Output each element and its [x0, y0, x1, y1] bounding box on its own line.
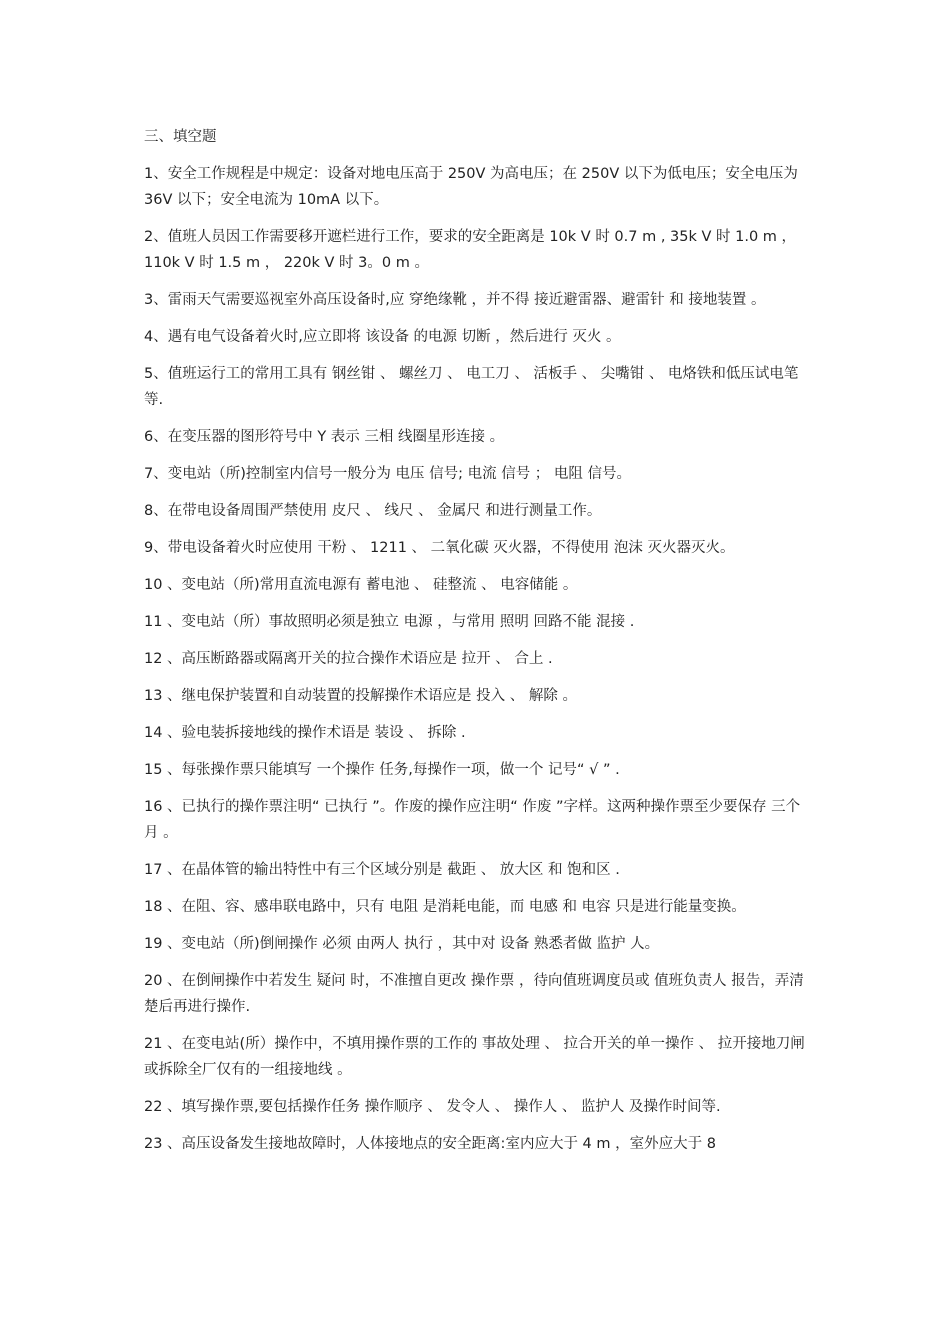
question-item-3: 3、雷雨天气需要巡视室外高压设备时,应 穿绝缘靴 ，并不得 接近避雷器、避雷针 和 接地装置 。 [144, 292, 766, 308]
question-item-2: 2、值班人员因工作需要移开遮栏进行工作，要求的安全距离是 10k V 时 0.7 m , 35k V 时 1.0 m ， 110k V 时 1.5 m ， 220k V 时 3。0 m 。 [144, 229, 797, 271]
question-item-1: 1、安全工作规程是中规定：设备对地电压高于 250V 为高电压；在 250V 以下为低电压；安全电压为 36V 以下；安全电流为 10mA 以下。 [144, 166, 798, 208]
question-item-8: 8、在带电设备周围严禁使用 皮尺 、 线尺 、 金属尺 和进行测量工作。 [144, 503, 602, 519]
document-body [144, 124, 808, 1168]
question-item-14: 14 、验电装拆接地线的操作术语是 装设 、 拆除 . [144, 725, 466, 741]
question-item-5: 5、值班运行工的常用工具有 钢丝钳 、 螺丝刀 、 电工刀 、 活板手 、 尖嘴钳 、 电烙铁和低压试电笔等. [144, 366, 799, 408]
question-item-19: 19 、变电站（所)倒闸操作 必须 由两人 执行 ，其中对 设备 熟悉者做 监护 人。 [144, 936, 660, 952]
question-item-6: 6、在变压器的图形符号中 Y 表示 三相 线圈星形连接 。 [144, 429, 505, 445]
question-item-12: 12 、高压断路器或隔离开关的拉合操作术语应是 拉开 、 合上 . [144, 651, 553, 667]
question-item-13: 13 、继电保护装置和自动装置的投解操作术语应是 投入 、 解除 。 [144, 688, 577, 704]
question-item-18: 18 、在阻、容、感串联电路中，只有 电阻 是消耗电能，而 电感 和 电容 只是进行能量变换。 [144, 899, 746, 915]
question-item-23: 23 、高压设备发生接地故障时，人体接地点的安全距离:室内应大于 4 m ，室外应大于 8 [144, 1136, 716, 1152]
question-item-17: 17 、在晶体管的输出特性中有三个区域分别是 截距 、 放大区 和 饱和区 . [144, 862, 620, 878]
question-item-10: 10 、变电站（所)常用直流电源有 蓄电池 、 硅整流 、 电容储能 。 [144, 577, 578, 593]
question-item-4: 4、遇有电气设备着火时,应立即将 该设备 的电源 切断 ，然后进行 灭火 。 [144, 329, 621, 345]
question-item-22: 22 、填写操作票,要包括操作任务 操作顺序 、 发令人 、 操作人 、 监护人 及操作时间等. [144, 1099, 721, 1115]
question-item-7: 7、变电站（所)控制室内信号一般分为 电压 信号; 电流 信号 ； 电阻 信号。 [144, 466, 632, 482]
section-title: 三、填空题 [144, 129, 217, 145]
question-item-9: 9、带电设备着火时应使用 干粉 、 1211 、 二氧化碳 灭火器，不得使用 泡沫 灭火器灭火。 [144, 540, 735, 556]
question-item-15: 15 、每张操作票只能填写 一个操作 任务,每操作一项，做一个 记号“ √ ” . [144, 762, 620, 778]
question-item-20: 20 、在倒闸操作中若发生 疑问 时，不准擅自更改 操作票 ，待向值班调度员或 值班负责人 报告，弄清楚后再进行操作. [144, 973, 804, 1015]
question-item-11: 11 、变电站（所）事故照明必须是独立 电源 ，与常用 照明 回路不能 混接 . [144, 614, 635, 630]
question-item-21: 21 、在变电站(所）操作中，不填用操作票的工作的 事故处理 、 拉合开关的单一操作 、 拉开接地刀闸或拆除全厂仅有的一组接地线 。 [144, 1036, 805, 1078]
question-item-16: 16 、已执行的操作票注明“ 已执行 ”。作废的操作应注明“ 作废 ”字样。这两种操作票至少要保存 三个月 。 [144, 799, 801, 841]
